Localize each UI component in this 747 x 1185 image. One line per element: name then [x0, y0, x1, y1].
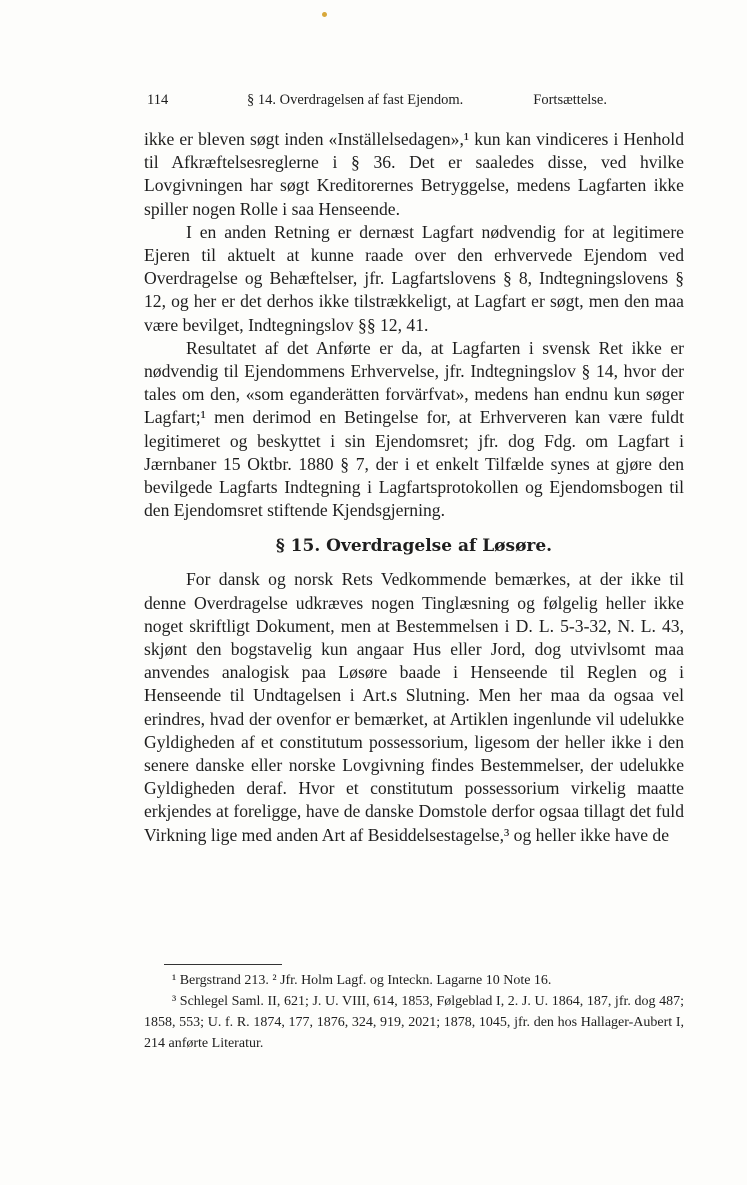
section-heading: § 15. Overdragelse af Løsøre.: [275, 536, 553, 557]
paragraph-1: ikke er bleven søgt inden «Inställelsedagen»,¹ kun kan vindiceres i Henhold til Afkræftelsesreglerne i § 36. Det er saaledes disse, ved hvilke Lovgivningen har søgt Kreditorernes Betryggelse, medens Lagfarten ikke spiller nogen Rolle i saa Henseende.: [144, 129, 684, 219]
page-number: 114: [147, 92, 169, 108]
running-header: [147, 92, 607, 112]
continuation-label: Fortsættelse.: [533, 92, 607, 108]
section-title: § 14. Overdragelsen af fast Ejendom.: [247, 92, 464, 108]
footnote-divider: [164, 964, 282, 965]
footnotes: [144, 970, 684, 1054]
paragraph-3: Resultatet af det Anførte er da, at Lagfarten i svensk Ret ikke er nødvendig til Ejendommens Erhvervelse, jfr. Indtegningslov § 14, hvor der tales om den, «som eganderätten forvärfvat», medens han endnu kun søger Lagfart;¹ men derimod en Betingelse for, at Erhververen kan være fuldt legitimeret og beskyttet i sin Ejendomsret; jfr. dog Fdg. om Lagfart i Jærnbaner 15 Oktbr. 1880 § 7, der i et enkelt Tilfælde synes at gjøre den bevilgede Lagfarts Indtegning i Lagfartsprotokollen og Ejendomsbogen til den Ejendomsret stiftende Kjendsgjerning.: [144, 337, 684, 521]
ink-dot: [322, 12, 327, 17]
body-text: [144, 128, 684, 847]
paragraph-4: For dansk og norsk Rets Vedkommende bemærkes, at der ikke til denne Overdragelse udkræves nogen Tinglæsning og følgelig heller ikke noget skriftligt Dokument, men at Bestemmelsen i D. L. 5-3-32, N. L. 43, skjønt den bogstavelig kun angaar Hus eller Jord, dog utvivlsomt maa anvendes analogisk paa Løsøre baade i Henseende til Reglen og i Henseende til Undtagelsen i Art.s Slutning. Men her maa da ogsaa vel erindres, hvad der ovenfor er bemærket, at Artiklen ingenlunde vil udelukke Gyldigheden af et constitutum possessorium, ligesom der heller ikke i den senere danske eller norske Lovgivning findes Bestemmelser, der udelukke Gyldigheden deraf. Hvor et constitutum possessorium virkelig maatte erkjendes at foreligge, have de danske Domstole derfor ogsaa tillagt det fuld Virkning lige med anden Art af Besiddelsestagelse,³ og heller ikke have de: [144, 569, 684, 845]
paragraph-2: I en anden Retning er dernæst Lagfart nødvendig for at legitimere Ejeren til aktuelt at kunne raade over den erhvervede Ejendom ved Overdragelse og Behæftelser, jfr. Lagfartslovens § 8, Indtegningslovens § 12, og her er det derhos ikke tilstrækkeligt, at Lagfart er søgt, men den maa være bevilget, Indtegningslov §§ 12, 41.: [144, 221, 684, 335]
footnote-1-2: ¹ Bergstrand 213. ² Jfr. Holm Lagf. og Inteckn. Lagarne 10 Note 16.: [172, 973, 552, 988]
footnote-3: ³ Schlegel Saml. II, 621; J. U. VIII, 614, 1853, Følgeblad I, 2. J. U. 1864, 187, jfr. dog 487; 1858, 553; U. f. R. 1874, 177, 1876, 324, 919, 2021; 1878, 1045, jfr. den hos Hallager-Aubert I, 214 anførte Literatur.: [144, 994, 684, 1051]
